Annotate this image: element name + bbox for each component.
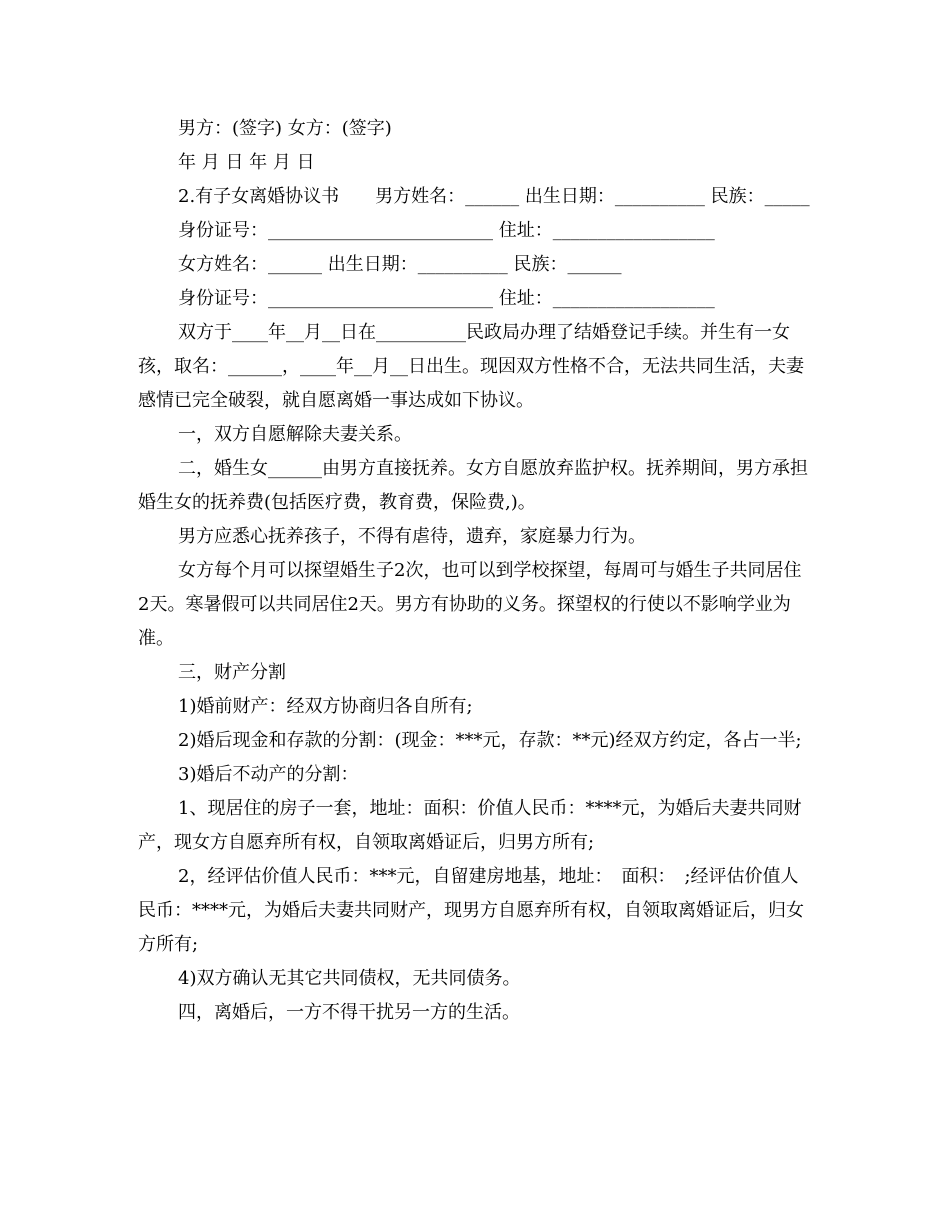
paragraph: 1、现居住的房子一套，地址：面积：价值人民币：****元，为婚后夫妻共同财产，现女方自愿弃所有权，自领取离婚证后，归男方所有; [138, 798, 802, 853]
paragraph: 三，财产分割 [178, 662, 286, 683]
paragraph: 女方每个月可以探望婚生子2次，也可以到学校探望，每周可与婚生子共同居住2天。寒暑假可以共同居住2天。男方有协助的义务。探望权的行使以不影响学业为准。 [138, 560, 802, 649]
document-body [138, 112, 812, 1030]
paragraph: 二，婚生女______由男方直接抚养。女方自愿放弃监护权。抚养期间，男方承担婚生女的抚养费(包括医疗费，教育费，保险费,)。 [138, 458, 808, 513]
paragraph: 1)婚前财产：经双方协商归各自所有; [178, 696, 473, 717]
paragraph: 4)双方确认无其它共同债权，无共同债务。 [178, 968, 521, 989]
paragraph: 身份证号：_________________________ 住址：__________________ [178, 288, 715, 309]
paragraph: 2，经评估价值人民币：***元，自留建房地基，地址： 面积： ;经评估价值人民币：****元，为婚后夫妻共同财产，现男方自愿弃所有权，自领取离婚证后，归女方所有; [138, 866, 804, 955]
paragraph: 四，离婚后，一方不得干扰另一方的生活。 [178, 1002, 520, 1023]
paragraph: 2.有子女离婚协议书 男方姓名：______ 出生日期：__________ 民族：_____ [178, 186, 810, 207]
paragraph: 2)婚后现金和存款的分割：(现金：***元，存款：**元)经双方约定，各占一半; [178, 730, 802, 751]
paragraph: 3)婚后不动产的分割： [178, 764, 359, 785]
paragraph: 身份证号：_________________________ 住址：__________________ [178, 220, 715, 241]
paragraph: 男方应悉心抚养孩子，不得有虐待，遗弃，家庭暴力行为。 [178, 526, 646, 547]
paragraph: 女方姓名：______ 出生日期：__________ 民族：______ [178, 254, 622, 275]
paragraph: 双方于____年__月__日在__________民政局办理了结婚登记手续。并生有一女孩，取名：______，____年__月__日出生。现因双方性格不合，无法共同生活，夫妻感情已完全破裂，就自愿离婚一事达成如下协议。 [138, 322, 804, 411]
paragraph: 男方：(签字) 女方：(签字) [178, 118, 392, 139]
paragraph: 一，双方自愿解除夫妻关系。 [178, 424, 412, 445]
paragraph: 年 月 日 年 月 日 [178, 152, 315, 173]
